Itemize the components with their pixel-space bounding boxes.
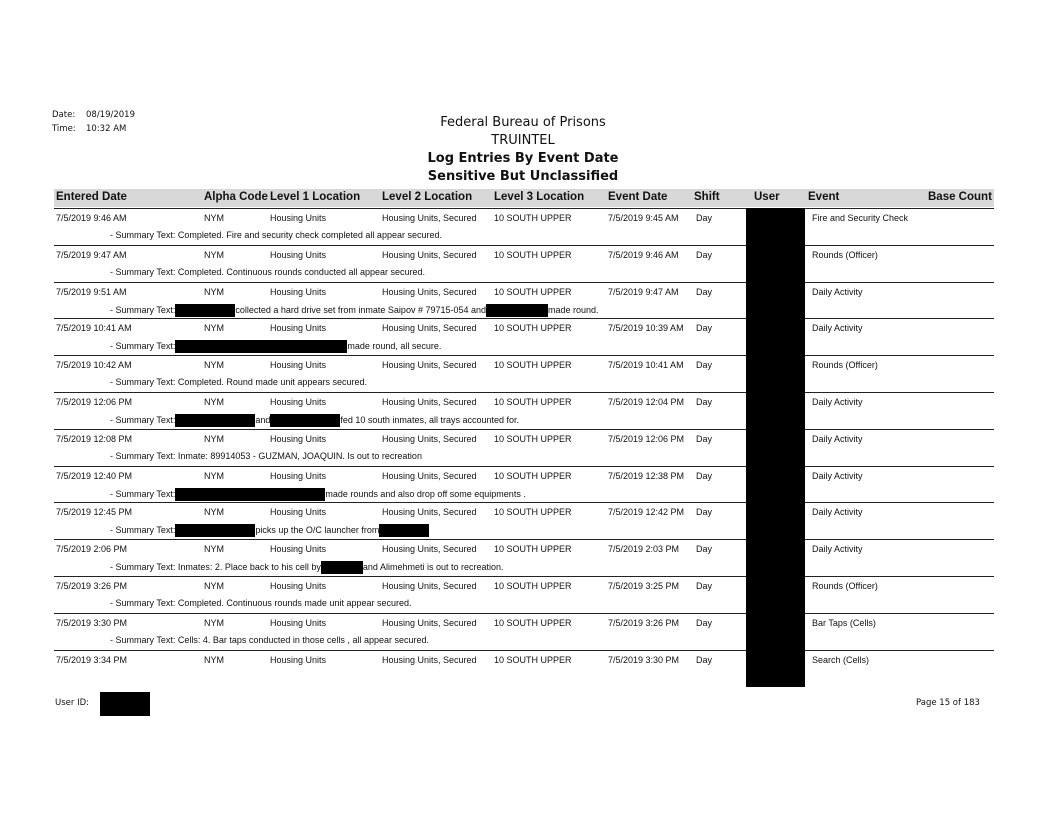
entered-date-cell: 7/5/2019 12:40 PM bbox=[56, 470, 133, 481]
row-divider bbox=[54, 539, 994, 540]
redaction-block bbox=[175, 524, 255, 537]
event-cell: Daily Activity bbox=[812, 286, 863, 297]
col-event: Event bbox=[808, 191, 840, 203]
footer-user-id-label: User ID: bbox=[55, 698, 89, 708]
alpha-code-cell: NYM bbox=[204, 397, 224, 407]
redaction-block bbox=[175, 340, 347, 353]
entered-date-cell: 7/5/2019 3:26 PM bbox=[56, 581, 128, 591]
entered-date-cell: 7/5/2019 9:51 AM bbox=[56, 286, 127, 297]
level1-cell: Housing Units bbox=[270, 470, 327, 481]
entered-date-cell: 7/5/2019 12:08 PM bbox=[56, 433, 133, 444]
event-cell: Daily Activity bbox=[812, 397, 863, 407]
row-divider bbox=[54, 355, 994, 356]
row-divider bbox=[54, 245, 994, 246]
event-cell: Fire and Security Check bbox=[812, 213, 909, 223]
entered-date-cell: 7/5/2019 9:47 AM bbox=[56, 249, 127, 260]
alpha-code-cell: NYM bbox=[204, 617, 224, 628]
entered-date-cell: 7/5/2019 9:46 AM bbox=[56, 213, 127, 223]
summary-segment: - Summary Text: bbox=[110, 488, 176, 499]
shift-cell: Day bbox=[696, 360, 713, 371]
redaction-block bbox=[175, 414, 255, 427]
table-row bbox=[54, 650, 994, 687]
event-date-cell: 7/5/2019 3:25 PM bbox=[608, 581, 680, 591]
col-level2: Level 2 Location bbox=[382, 191, 473, 203]
level2-cell: Housing Units, Secured bbox=[382, 397, 477, 407]
level1-cell: Housing Units bbox=[270, 581, 327, 591]
summary-segment: made rounds and also drop off some equipments . bbox=[325, 488, 526, 499]
alpha-code-cell: NYM bbox=[204, 286, 224, 297]
event-cell: Daily Activity bbox=[812, 544, 863, 555]
event-cell: Daily Activity bbox=[812, 507, 863, 518]
table-row bbox=[54, 245, 994, 282]
level3-cell: 10 SOUTH UPPER bbox=[494, 397, 572, 407]
level1-cell: Housing Units bbox=[270, 323, 327, 334]
summary-segment: and Alimehmeti is out to recreation. bbox=[362, 562, 504, 573]
row-divider bbox=[54, 466, 994, 467]
summary-text bbox=[110, 451, 422, 461]
table-row bbox=[54, 355, 994, 392]
shift-cell: Day bbox=[696, 581, 713, 591]
level2-cell: Housing Units, Secured bbox=[382, 433, 477, 444]
user-id-redaction bbox=[100, 692, 150, 716]
level3-cell: 10 SOUTH UPPER bbox=[494, 323, 572, 334]
col-user: User bbox=[754, 191, 780, 203]
shift-cell: Day bbox=[696, 213, 713, 223]
row-divider bbox=[54, 392, 994, 393]
level3-cell: 10 SOUTH UPPER bbox=[494, 654, 572, 665]
summary-segment: and bbox=[255, 414, 271, 425]
shift-cell: Day bbox=[696, 323, 713, 334]
table-row bbox=[54, 318, 994, 355]
event-cell: Rounds (Officer) bbox=[812, 360, 878, 371]
event-cell: Search (Cells) bbox=[812, 654, 870, 665]
level1-cell: Housing Units bbox=[270, 286, 327, 297]
summary-segment: collected a hard drive set from inmate Saipov # 79715-054 and bbox=[235, 304, 487, 315]
entered-date-cell: 7/5/2019 10:41 AM bbox=[56, 323, 132, 334]
alpha-code-cell: NYM bbox=[204, 507, 224, 518]
event-date-cell: 7/5/2019 3:26 PM bbox=[608, 617, 680, 628]
level2-cell: Housing Units, Secured bbox=[382, 286, 477, 297]
page-number: Page 15 of 183 bbox=[916, 698, 980, 708]
event-date-cell: 7/5/2019 10:39 AM bbox=[608, 323, 684, 334]
level3-cell: 10 SOUTH UPPER bbox=[494, 544, 572, 555]
level3-cell: 10 SOUTH UPPER bbox=[494, 581, 572, 591]
column-header-bar bbox=[54, 189, 994, 207]
summary-text bbox=[110, 488, 526, 501]
row-divider bbox=[54, 650, 994, 651]
classification-label: Sensitive But Unclassified bbox=[427, 169, 619, 184]
event-date-cell: 7/5/2019 12:04 PM bbox=[608, 397, 685, 407]
entered-date-cell: 7/5/2019 12:06 PM bbox=[56, 397, 133, 407]
level1-cell: Housing Units bbox=[270, 544, 327, 555]
event-cell: Daily Activity bbox=[812, 470, 863, 481]
event-cell: Bar Taps (Cells) bbox=[812, 617, 876, 628]
event-date-cell: 7/5/2019 3:30 PM bbox=[608, 654, 680, 665]
shift-cell: Day bbox=[696, 470, 713, 481]
level1-cell: Housing Units bbox=[270, 433, 327, 444]
redaction-block bbox=[175, 304, 235, 317]
level2-cell: Housing Units, Secured bbox=[382, 581, 477, 591]
summary-segment: fed 10 south inmates, all trays accounted for. bbox=[340, 414, 519, 425]
event-cell: Daily Activity bbox=[812, 433, 863, 444]
alpha-code-cell: NYM bbox=[204, 581, 224, 591]
level1-cell: Housing Units bbox=[270, 507, 327, 518]
shift-cell: Day bbox=[696, 286, 713, 297]
level1-cell: Housing Units bbox=[270, 654, 327, 665]
shift-cell: Day bbox=[696, 433, 713, 444]
table-row bbox=[54, 429, 994, 466]
level2-cell: Housing Units, Secured bbox=[382, 360, 477, 371]
entered-date-cell: 7/5/2019 3:30 PM bbox=[56, 617, 128, 628]
table-row bbox=[54, 502, 994, 539]
system-name: TRUINTEL bbox=[491, 133, 555, 148]
event-date-cell: 7/5/2019 9:47 AM bbox=[608, 286, 679, 297]
event-date-cell: 7/5/2019 12:42 PM bbox=[608, 507, 685, 518]
summary-text bbox=[110, 304, 599, 317]
summary-text bbox=[110, 598, 412, 608]
event-date-cell: 7/5/2019 12:38 PM bbox=[608, 470, 685, 481]
summary-segment: - Summary Text: Completed. Continuous rounds made unit appear secured. bbox=[110, 598, 412, 608]
table-row bbox=[54, 539, 994, 576]
summary-segment: - Summary Text: bbox=[110, 341, 176, 352]
row-divider bbox=[54, 208, 994, 209]
entered-date-cell: 7/5/2019 12:45 PM bbox=[56, 507, 133, 518]
alpha-code-cell: NYM bbox=[204, 470, 224, 481]
shift-cell: Day bbox=[696, 617, 713, 628]
summary-text bbox=[110, 561, 504, 574]
redaction-block bbox=[270, 414, 340, 427]
level2-cell: Housing Units, Secured bbox=[382, 654, 477, 665]
summary-text bbox=[110, 230, 442, 240]
alpha-code-cell: NYM bbox=[204, 213, 224, 223]
date-label: Date: bbox=[52, 110, 76, 120]
summary-segment: - Summary Text: bbox=[110, 304, 176, 315]
col-shift: Shift bbox=[694, 191, 720, 203]
alpha-code-cell: NYM bbox=[204, 544, 224, 555]
summary-segment: - Summary Text: Inmates: 2. Place back to his cell by bbox=[110, 562, 321, 573]
level2-cell: Housing Units, Secured bbox=[382, 470, 477, 481]
level1-cell: Housing Units bbox=[270, 360, 327, 371]
summary-text bbox=[110, 635, 429, 645]
alpha-code-cell: NYM bbox=[204, 360, 224, 371]
col-event-date: Event Date bbox=[608, 191, 668, 203]
summary-segment: - Summary Text: Completed. Fire and security check completed all appear secured. bbox=[110, 230, 442, 240]
row-divider bbox=[54, 282, 994, 283]
level3-cell: 10 SOUTH UPPER bbox=[494, 617, 572, 628]
level2-cell: Housing Units, Secured bbox=[382, 617, 477, 628]
summary-text bbox=[110, 524, 429, 537]
table-row bbox=[54, 392, 994, 429]
event-date-cell: 7/5/2019 9:46 AM bbox=[608, 249, 679, 260]
shift-cell: Day bbox=[696, 654, 713, 665]
alpha-code-cell: NYM bbox=[204, 654, 224, 665]
alpha-code-cell: NYM bbox=[204, 433, 224, 444]
event-date-cell: 7/5/2019 12:06 PM bbox=[608, 433, 685, 444]
entered-date-cell: 7/5/2019 2:06 PM bbox=[56, 544, 128, 555]
entered-date-cell: 7/5/2019 10:42 AM bbox=[56, 360, 132, 371]
table-row bbox=[54, 576, 994, 613]
event-cell: Rounds (Officer) bbox=[812, 581, 878, 591]
shift-cell: Day bbox=[696, 397, 713, 407]
row-divider bbox=[54, 429, 994, 430]
summary-text bbox=[110, 377, 367, 387]
level1-cell: Housing Units bbox=[270, 397, 327, 407]
summary-text bbox=[110, 414, 519, 427]
event-cell: Daily Activity bbox=[812, 323, 863, 334]
summary-segment: made round, all secure. bbox=[347, 341, 442, 352]
time-label: Time: bbox=[52, 124, 76, 134]
col-level3: Level 3 Location bbox=[494, 191, 585, 203]
redaction-block bbox=[321, 561, 363, 574]
level3-cell: 10 SOUTH UPPER bbox=[494, 249, 572, 260]
level3-cell: 10 SOUTH UPPER bbox=[494, 213, 572, 223]
event-date-cell: 7/5/2019 9:45 AM bbox=[608, 213, 679, 223]
table-row bbox=[54, 208, 994, 245]
summary-segment: - Summary Text: Completed. Round made unit appears secured. bbox=[110, 377, 367, 388]
level2-cell: Housing Units, Secured bbox=[382, 323, 477, 334]
row-divider bbox=[54, 318, 994, 319]
col-base-count: Base Count bbox=[928, 191, 992, 203]
redaction-block bbox=[486, 304, 548, 317]
level3-cell: 10 SOUTH UPPER bbox=[494, 470, 572, 481]
event-cell: Rounds (Officer) bbox=[812, 249, 878, 260]
event-date-cell: 7/5/2019 2:03 PM bbox=[608, 544, 680, 555]
col-alpha-code: Alpha Code bbox=[204, 191, 268, 203]
date-value: 08/19/2019 bbox=[86, 110, 135, 120]
shift-cell: Day bbox=[696, 507, 713, 518]
level1-cell: Housing Units bbox=[270, 617, 327, 628]
table-row bbox=[54, 613, 994, 650]
alpha-code-cell: NYM bbox=[204, 323, 224, 334]
col-level1: Level 1 Location bbox=[270, 191, 361, 203]
alpha-code-cell: NYM bbox=[204, 249, 224, 260]
row-divider bbox=[54, 613, 994, 614]
shift-cell: Day bbox=[696, 249, 713, 260]
row-divider bbox=[54, 502, 994, 503]
level3-cell: 10 SOUTH UPPER bbox=[494, 360, 572, 371]
level3-cell: 10 SOUTH UPPER bbox=[494, 433, 572, 444]
user-column-redaction bbox=[746, 208, 805, 687]
entered-date-cell: 7/5/2019 3:34 PM bbox=[56, 654, 128, 665]
level1-cell: Housing Units bbox=[270, 249, 327, 260]
summary-segment: picks up the O/C launcher from bbox=[255, 525, 380, 536]
summary-segment: - Summary Text: bbox=[110, 525, 176, 536]
summary-segment: - Summary Text: Cells: 4. Bar taps conducted in those cells , all appear secured. bbox=[110, 634, 429, 645]
level2-cell: Housing Units, Secured bbox=[382, 507, 477, 518]
level3-cell: 10 SOUTH UPPER bbox=[494, 286, 572, 297]
level3-cell: 10 SOUTH UPPER bbox=[494, 507, 572, 518]
summary-segment: - Summary Text: Completed. Continuous rounds conducted all appear secured. bbox=[110, 266, 426, 277]
redaction-block bbox=[175, 488, 325, 501]
level2-cell: Housing Units, Secured bbox=[382, 544, 477, 555]
summary-text bbox=[110, 340, 441, 353]
table-row bbox=[54, 466, 994, 503]
level2-cell: Housing Units, Secured bbox=[382, 213, 477, 223]
row-divider bbox=[54, 576, 994, 577]
event-date-cell: 7/5/2019 10:41 AM bbox=[608, 360, 684, 371]
table-row bbox=[54, 282, 994, 319]
summary-segment: made round. bbox=[548, 304, 599, 315]
level2-cell: Housing Units, Secured bbox=[382, 249, 477, 260]
shift-cell: Day bbox=[696, 544, 713, 555]
redaction-block bbox=[379, 524, 429, 537]
organization-name: Federal Bureau of Prisons bbox=[440, 115, 606, 130]
report-title: Log Entries By Event Date bbox=[427, 151, 619, 166]
summary-segment: - Summary Text: bbox=[110, 414, 176, 425]
summary-segment: - Summary Text: Inmate: 89914053 - GUZMAN, JOAQUIN. Is out to recreation bbox=[110, 450, 422, 461]
time-value: 10:32 AM bbox=[86, 124, 127, 134]
col-entered-date: Entered Date bbox=[56, 191, 127, 203]
summary-text bbox=[110, 267, 425, 277]
level1-cell: Housing Units bbox=[270, 213, 327, 223]
